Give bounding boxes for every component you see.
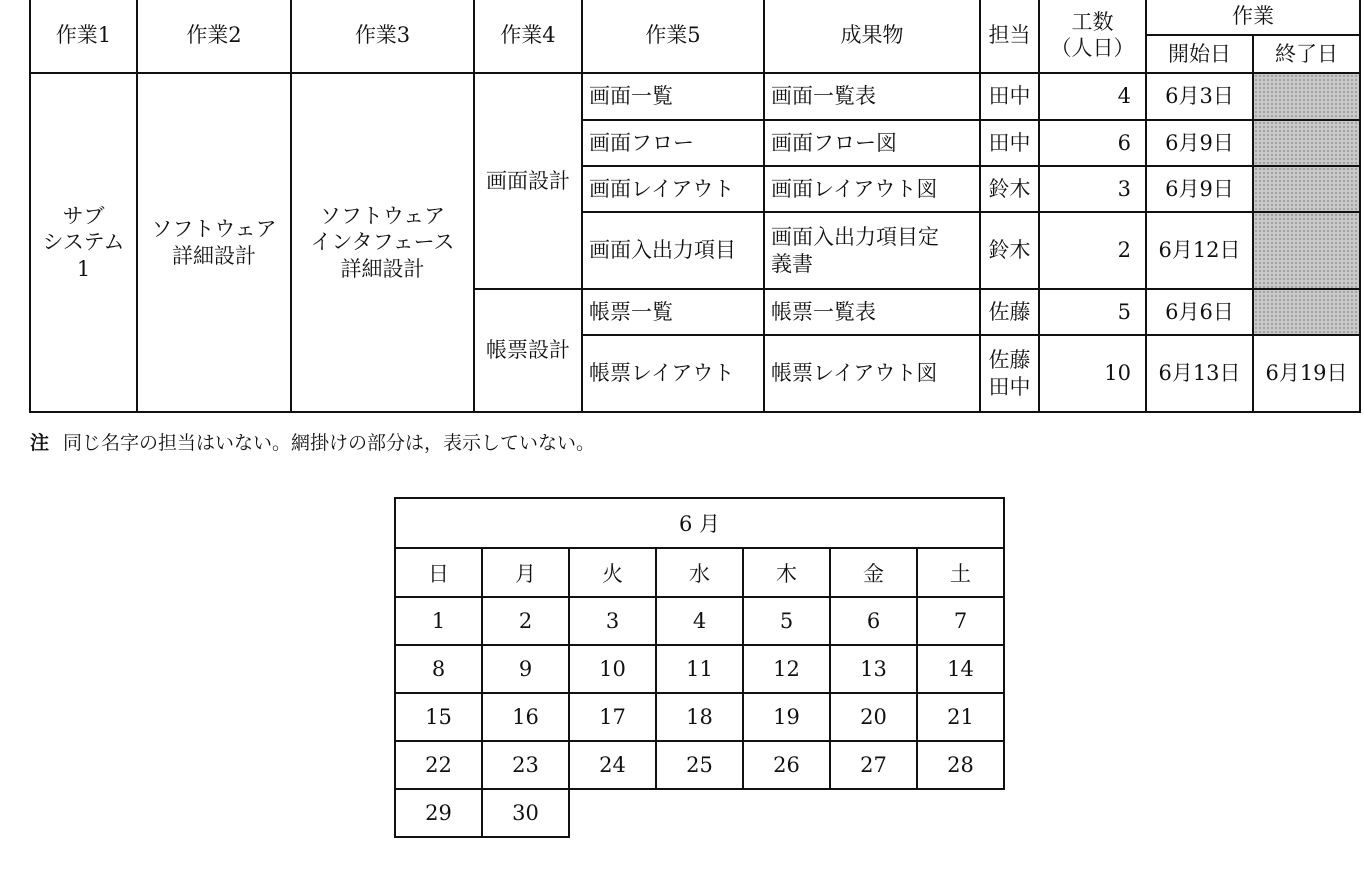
task2-line: ソフトウェア (151, 217, 277, 242)
effort-cell: 6 (1039, 120, 1146, 166)
calendar-day: 7 (917, 597, 1004, 645)
calendar-empty-cell (656, 789, 743, 837)
header-deliverable: 成果物 (764, 0, 980, 73)
task2-line: 詳細設計 (172, 243, 256, 268)
deliverable-cell (764, 120, 980, 166)
calendar-day: 28 (917, 741, 1004, 789)
task1-line: 1 (76, 256, 91, 281)
assignee-line: 鈴木 (988, 176, 1031, 201)
assignee-cell (980, 335, 1039, 412)
calendar-week-row (395, 693, 1004, 741)
task3-cell (291, 73, 474, 412)
calendar-day: 24 (569, 741, 656, 789)
header-task1: 作業1 (30, 0, 137, 73)
effort-cell: 3 (1039, 166, 1146, 212)
weekday-sun: 日 (395, 548, 482, 597)
effort-cell: 10 (1039, 335, 1146, 412)
weekday-thu: 木 (743, 548, 830, 597)
task5-cell: 帳票レイアウト (582, 335, 764, 412)
deliverable-line: 画面フロー図 (771, 130, 897, 155)
start-date-cell: 6月13日 (1146, 335, 1253, 412)
calendar-day: 21 (917, 693, 1004, 741)
weekday-tue: 火 (569, 548, 656, 597)
start-date-cell: 6月12日 (1146, 212, 1253, 289)
calendar-week-row (395, 597, 1004, 645)
assignee-line: 佐藤 (988, 299, 1031, 324)
calendar-day: 2 (482, 597, 569, 645)
end-date-cell-shaded (1253, 166, 1360, 212)
deliverable-line: 画面一覧表 (771, 84, 876, 109)
deliverable-line: 帳票レイアウト図 (771, 361, 938, 386)
calendar-day: 6 (830, 597, 917, 645)
task4-cell: 帳票設計 (474, 289, 582, 412)
assignee-cell (980, 289, 1039, 335)
deliverable-cell (764, 73, 980, 120)
calendar-day: 15 (395, 693, 482, 741)
task5-cell: 画面フロー (582, 120, 764, 166)
header-effort-line2: （人日） (1050, 36, 1135, 60)
task1-line: サブ (62, 204, 105, 229)
calendar-month-title: 6 月 (395, 498, 1004, 548)
start-date-cell: 6月3日 (1146, 73, 1253, 120)
deliverable-cell (764, 212, 980, 289)
assignee-line: 鈴木 (988, 238, 1031, 263)
task3-line: 詳細設計 (340, 256, 425, 281)
assignee-cell (980, 73, 1039, 120)
calendar-day: 5 (743, 597, 830, 645)
task2-cell (137, 73, 291, 412)
calendar-week-row (395, 645, 1004, 693)
calendar-day: 3 (569, 597, 656, 645)
calendar-day: 25 (656, 741, 743, 789)
assignee-line: 田中 (988, 374, 1031, 399)
assignee-cell (980, 166, 1039, 212)
header-task3: 作業3 (291, 0, 474, 73)
effort-cell: 2 (1039, 212, 1146, 289)
calendar-day: 11 (656, 645, 743, 693)
calendar-day: 10 (569, 645, 656, 693)
calendar-day: 18 (656, 693, 743, 741)
header-effort-line1: 工数 (1071, 9, 1114, 34)
header-work: 作業 (1146, 0, 1360, 35)
assignee-line: 田中 (988, 130, 1031, 155)
assignee-cell (980, 120, 1039, 166)
calendar-day: 8 (395, 645, 482, 693)
calendar-week-row (395, 789, 1004, 837)
task1-cell (30, 73, 137, 412)
weekday-wed: 水 (656, 548, 743, 597)
header-row (30, 0, 1360, 35)
end-date-cell-shaded (1253, 212, 1360, 289)
task3-line: ソフトウェア (319, 204, 446, 229)
calendar-month-row (395, 498, 1004, 548)
assignee-cell (980, 212, 1039, 289)
header-task4: 作業4 (474, 0, 582, 73)
header-end-date: 終了日 (1253, 35, 1360, 73)
task1-line: システム (42, 230, 125, 255)
end-date-cell-shaded (1253, 120, 1360, 166)
effort-cell: 5 (1039, 289, 1146, 335)
calendar-day: 23 (482, 741, 569, 789)
task5-cell: 画面入出力項目 (582, 212, 764, 289)
effort-cell: 4 (1039, 73, 1146, 120)
header-start-date: 開始日 (1146, 35, 1253, 73)
calendar-empty-cell (917, 789, 1004, 837)
calendar-day: 22 (395, 741, 482, 789)
assignee-line: 田中 (988, 84, 1031, 109)
header-task2: 作業2 (137, 0, 291, 73)
end-date-cell-shaded (1253, 73, 1360, 120)
calendar-day: 26 (743, 741, 830, 789)
header-effort (1039, 0, 1146, 73)
deliverable-cell (764, 289, 980, 335)
calendar-day: 9 (482, 645, 569, 693)
deliverable-line: 画面入出力項目定 (771, 225, 939, 250)
calendar-day: 17 (569, 693, 656, 741)
task5-cell: 画面レイアウト (582, 166, 764, 212)
weekday-sat: 土 (917, 548, 1004, 597)
start-date-cell: 6月9日 (1146, 120, 1253, 166)
start-date-cell: 6月6日 (1146, 289, 1253, 335)
table-note (30, 428, 595, 455)
wbs-table (29, 0, 1361, 413)
june-calendar (394, 497, 1005, 838)
weekday-fri: 金 (830, 548, 917, 597)
calendar-day: 19 (743, 693, 830, 741)
task4-cell: 画面設計 (474, 73, 582, 289)
task5-cell: 帳票一覧 (582, 289, 764, 335)
calendar-day: 1 (395, 597, 482, 645)
start-date-cell: 6月9日 (1146, 166, 1253, 212)
weekday-mon: 月 (482, 548, 569, 597)
assignee-line: 佐藤 (988, 348, 1031, 373)
task3-line: インタフェース (310, 230, 455, 255)
end-date-cell-shaded (1253, 289, 1360, 335)
calendar-day: 4 (656, 597, 743, 645)
note-text: 同じ名字の担当はいない。網掛けの部分は，表示していない。 (63, 432, 596, 454)
calendar-empty-cell (743, 789, 830, 837)
deliverable-cell (764, 166, 980, 212)
calendar-day: 20 (830, 693, 917, 741)
calendar-day: 12 (743, 645, 830, 693)
header-assignee: 担当 (980, 0, 1039, 73)
calendar-day: 14 (917, 645, 1004, 693)
calendar-week-row (395, 741, 1004, 789)
deliverable-line: 義書 (771, 251, 813, 276)
calendar-day: 13 (830, 645, 917, 693)
calendar-weekday-row (395, 548, 1004, 597)
end-date-cell: 6月19日 (1253, 335, 1360, 412)
header-task5: 作業5 (582, 0, 764, 73)
deliverable-line: 帳票一覧表 (771, 299, 876, 324)
note-mark: 注 (30, 432, 50, 454)
table-row (30, 73, 1360, 120)
calendar-empty-cell (569, 789, 656, 837)
deliverable-cell (764, 335, 980, 412)
calendar-day: 30 (482, 789, 569, 837)
calendar-day: 27 (830, 741, 917, 789)
calendar-empty-cell (830, 789, 917, 837)
calendar-day: 16 (482, 693, 569, 741)
task5-cell: 画面一覧 (582, 73, 764, 120)
calendar-day: 29 (395, 789, 482, 837)
deliverable-line: 画面レイアウト図 (771, 176, 938, 201)
